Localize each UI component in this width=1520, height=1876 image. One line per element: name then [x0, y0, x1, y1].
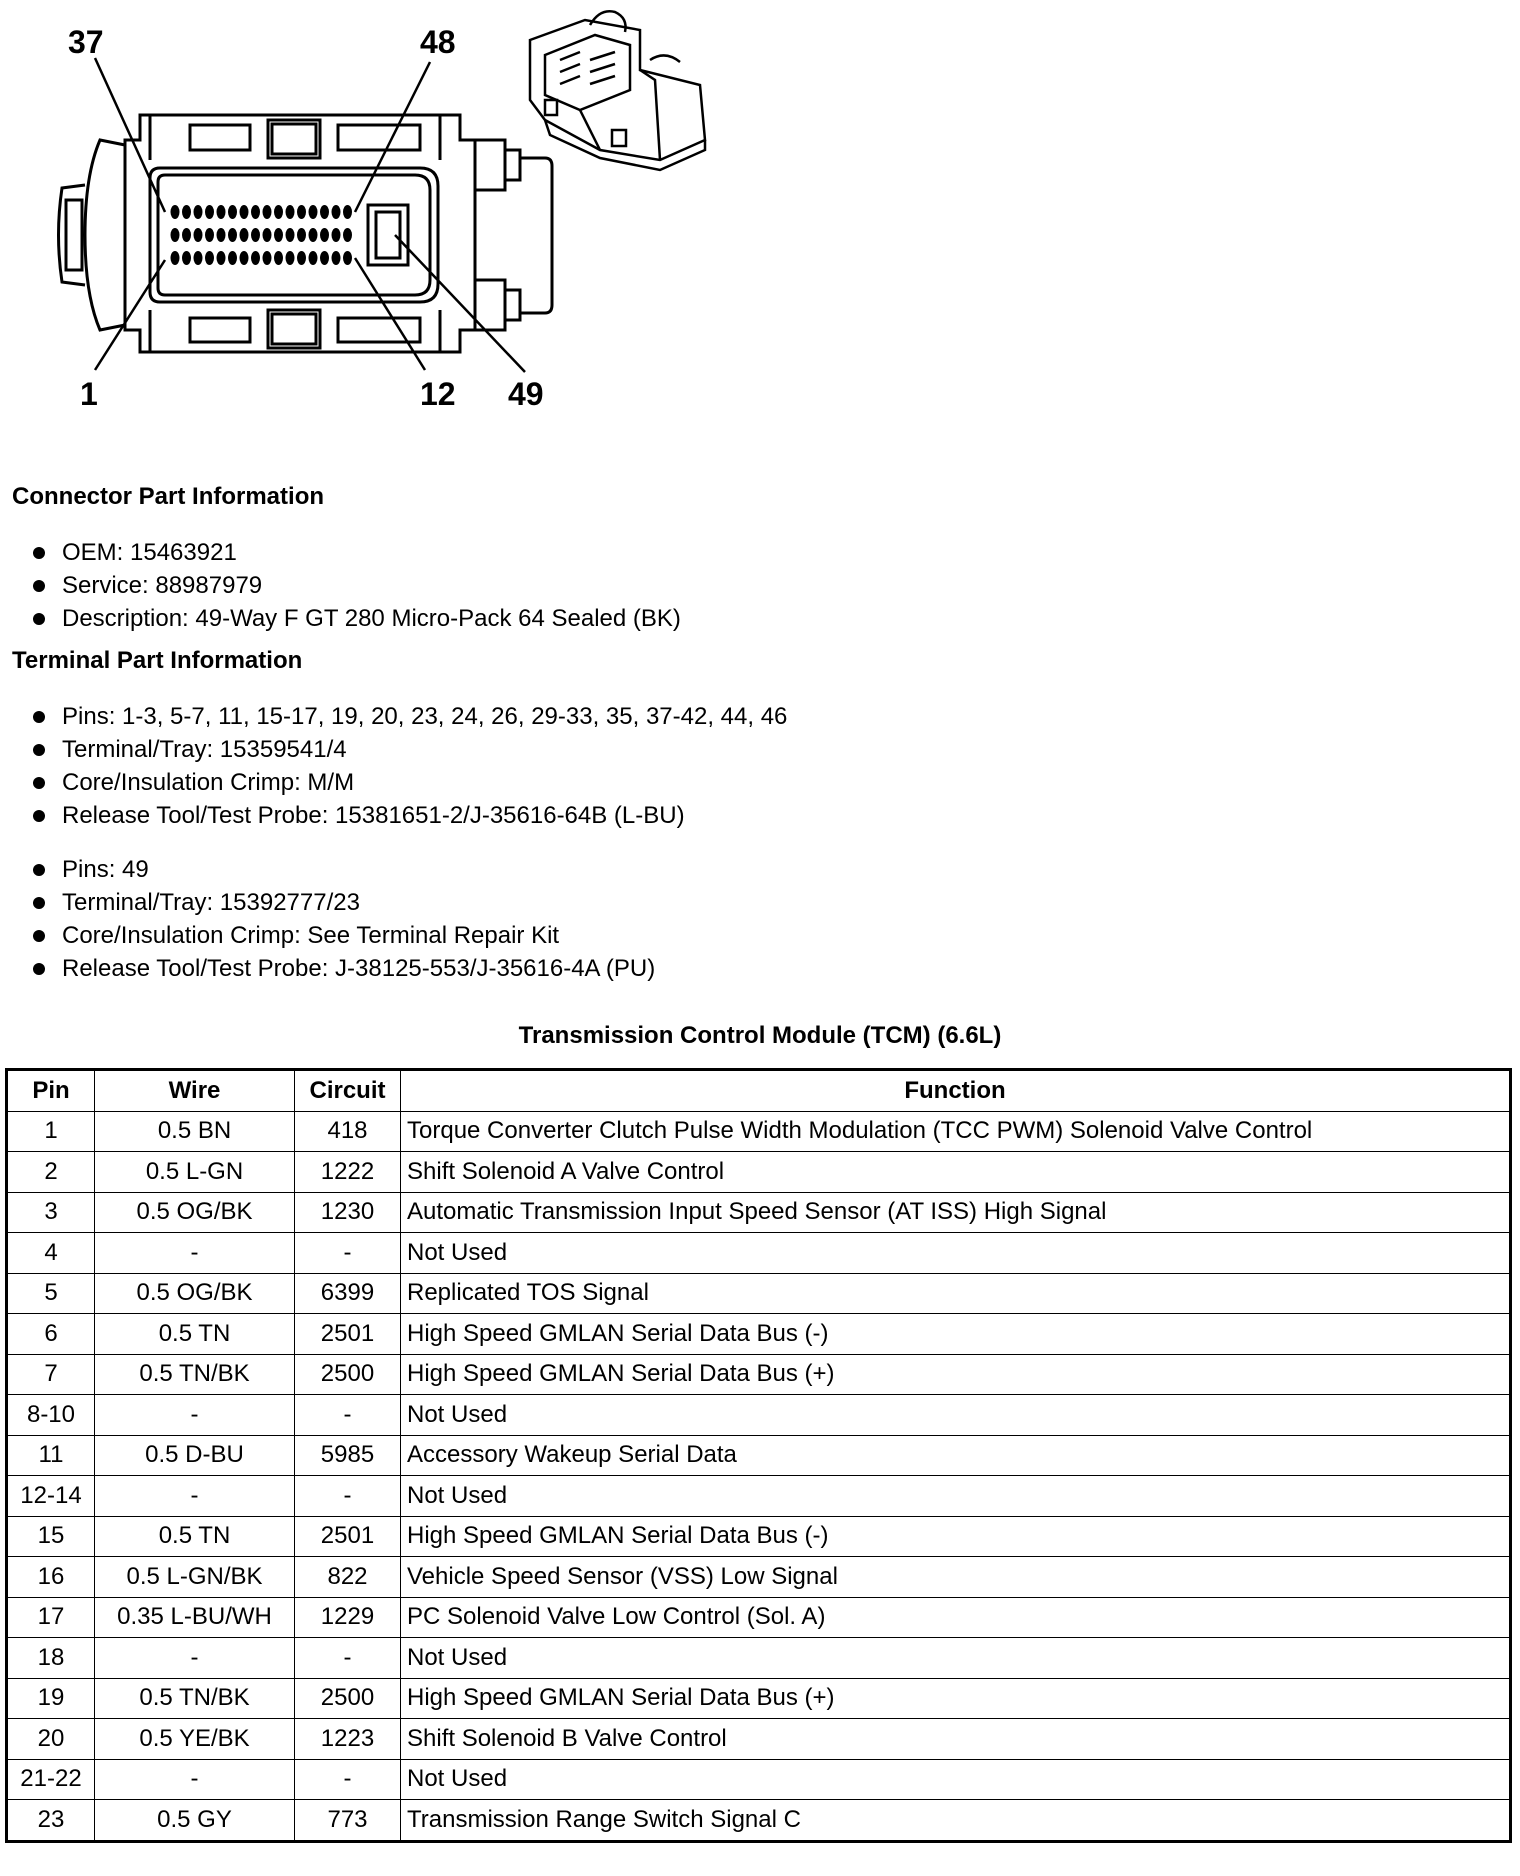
cell-function: Torque Converter Clutch Pulse Width Modulation (TCC PWM) Solenoid Valve Control — [401, 1111, 1511, 1152]
pin-cavity — [228, 205, 237, 219]
list-item: Release Tool/Test Probe: 15381651-2/J-35616-64B (L-BU) — [28, 799, 787, 832]
cell-function: Not Used — [401, 1233, 1511, 1274]
table-row — [7, 1759, 1511, 1800]
cell-circuit: 2501 — [295, 1516, 401, 1557]
cell-circuit: - — [295, 1638, 401, 1679]
cell-pin: 6 — [7, 1314, 95, 1355]
cell-wire: 0.5 TN — [95, 1516, 295, 1557]
column-header-circuit: Circuit — [295, 1070, 401, 1112]
cell-circuit: 1230 — [295, 1192, 401, 1233]
cell-wire: - — [95, 1759, 295, 1800]
list-item: Pins: 1-3, 5-7, 11, 15-17, 19, 20, 23, 24, 26, 29-33, 35, 37-42, 44, 46 — [28, 700, 787, 733]
cell-function: Shift Solenoid B Valve Control — [401, 1719, 1511, 1760]
list-item: Description: 49-Way F GT 280 Micro-Pack 64 Sealed (BK) — [28, 602, 681, 635]
pin-cavity — [182, 251, 191, 265]
cell-function: Transmission Range Switch Signal C — [401, 1800, 1511, 1842]
cell-circuit: 1223 — [295, 1719, 401, 1760]
pin-cavity — [217, 251, 226, 265]
cell-circuit: 418 — [295, 1111, 401, 1152]
list-item: Core/Insulation Crimp: M/M — [28, 766, 787, 799]
cell-function: Shift Solenoid A Valve Control — [401, 1152, 1511, 1193]
pin-cavity — [309, 228, 318, 242]
cell-circuit: - — [295, 1759, 401, 1800]
cell-function: Replicated TOS Signal — [401, 1273, 1511, 1314]
cell-pin: 4 — [7, 1233, 95, 1274]
table-row — [7, 1233, 1511, 1274]
list-item: OEM: 15463921 — [28, 536, 681, 569]
table-row — [7, 1435, 1511, 1476]
table-row — [7, 1354, 1511, 1395]
cell-circuit: 822 — [295, 1557, 401, 1598]
cell-circuit: 1229 — [295, 1597, 401, 1638]
pin-cavity — [320, 251, 329, 265]
pin-cavity — [205, 251, 214, 265]
cell-wire: 0.5 L-GN — [95, 1152, 295, 1193]
column-header-function: Function — [401, 1070, 1511, 1112]
pin-cavity — [263, 205, 272, 219]
table-body — [7, 1111, 1511, 1841]
terminal-info-list-1 — [28, 700, 787, 832]
pin-cavity — [274, 205, 283, 219]
cell-function: Automatic Transmission Input Speed Sensor (AT ISS) High Signal — [401, 1192, 1511, 1233]
column-header-wire: Wire — [95, 1070, 295, 1112]
pin-cavity — [343, 251, 352, 265]
pin-cavity — [309, 251, 318, 265]
connector-info-list — [28, 536, 681, 635]
cell-function: High Speed GMLAN Serial Data Bus (+) — [401, 1678, 1511, 1719]
cell-pin: 7 — [7, 1354, 95, 1395]
cell-circuit: - — [295, 1476, 401, 1517]
cell-pin: 8-10 — [7, 1395, 95, 1436]
connector-info-heading: Connector Part Information — [12, 483, 325, 510]
pin-cavity — [286, 251, 295, 265]
pin-cavity — [171, 251, 180, 265]
cell-function: High Speed GMLAN Serial Data Bus (-) — [401, 1314, 1511, 1355]
pin-cavity — [286, 205, 295, 219]
cell-pin: 21-22 — [7, 1759, 95, 1800]
cell-pin: 3 — [7, 1192, 95, 1233]
callout-12: 12 — [420, 376, 456, 412]
list-item: Service: 88987979 — [28, 569, 681, 602]
pin-cavity — [251, 205, 260, 219]
table-row — [7, 1516, 1511, 1557]
cell-wire: 0.35 L-BU/WH — [95, 1597, 295, 1638]
cell-wire: - — [95, 1476, 295, 1517]
table-row — [7, 1314, 1511, 1355]
pin-cavity — [320, 205, 329, 219]
pin-cavity — [297, 251, 306, 265]
table-row — [7, 1476, 1511, 1517]
cell-pin: 1 — [7, 1111, 95, 1152]
connector-diagram — [0, 0, 760, 420]
cell-pin: 20 — [7, 1719, 95, 1760]
table-row — [7, 1557, 1511, 1598]
cell-wire: - — [95, 1638, 295, 1679]
pin-cavity — [263, 228, 272, 242]
cell-wire: - — [95, 1233, 295, 1274]
cell-function: Vehicle Speed Sensor (VSS) Low Signal — [401, 1557, 1511, 1598]
cell-function: High Speed GMLAN Serial Data Bus (+) — [401, 1354, 1511, 1395]
pin-cavity — [217, 228, 226, 242]
pin-cavity — [205, 228, 214, 242]
pin-cavity — [171, 228, 180, 242]
cell-pin: 19 — [7, 1678, 95, 1719]
cell-pin: 23 — [7, 1800, 95, 1842]
list-item: Pins: 49 — [28, 853, 655, 886]
pin-cavity — [171, 205, 180, 219]
cell-wire: 0.5 BN — [95, 1111, 295, 1152]
pin-cavity — [194, 205, 203, 219]
pin-cavity — [240, 205, 249, 219]
table-header-row — [7, 1070, 1511, 1112]
callout-48: 48 — [420, 24, 456, 60]
pin-cavity — [343, 228, 352, 242]
cell-function: PC Solenoid Valve Low Control (Sol. A) — [401, 1597, 1511, 1638]
table-row — [7, 1395, 1511, 1436]
cell-circuit: - — [295, 1233, 401, 1274]
cell-pin: 15 — [7, 1516, 95, 1557]
table-row — [7, 1678, 1511, 1719]
cell-circuit: 2501 — [295, 1314, 401, 1355]
pin-cavity — [286, 228, 295, 242]
terminal-info-list-2 — [28, 853, 655, 985]
cell-function: Accessory Wakeup Serial Data — [401, 1435, 1511, 1476]
cell-circuit: 2500 — [295, 1354, 401, 1395]
pin-cavity — [263, 251, 272, 265]
cell-circuit: 773 — [295, 1800, 401, 1842]
pin-cavity — [332, 205, 341, 219]
cell-wire: 0.5 TN/BK — [95, 1354, 295, 1395]
cell-function: Not Used — [401, 1395, 1511, 1436]
callout-37: 37 — [68, 24, 104, 60]
cell-pin: 18 — [7, 1638, 95, 1679]
pin-cavity — [228, 251, 237, 265]
list-item: Terminal/Tray: 15392777/23 — [28, 886, 655, 919]
pin-cavity — [332, 228, 341, 242]
pin-cavity — [182, 205, 191, 219]
table-title: Transmission Control Module (TCM) (6.6L) — [518, 1022, 1002, 1049]
cell-circuit: - — [295, 1395, 401, 1436]
pin-cavity — [274, 251, 283, 265]
cell-function: Not Used — [401, 1638, 1511, 1679]
list-item: Release Tool/Test Probe: J-38125-553/J-35616-4A (PU) — [28, 952, 655, 985]
column-header-pin: Pin — [7, 1070, 95, 1112]
table-row — [7, 1273, 1511, 1314]
cell-wire: 0.5 D-BU — [95, 1435, 295, 1476]
pin-cavity — [297, 205, 306, 219]
table-row — [7, 1111, 1511, 1152]
cell-pin: 2 — [7, 1152, 95, 1193]
cell-wire: 0.5 OG/BK — [95, 1273, 295, 1314]
table-row — [7, 1152, 1511, 1193]
pin-cavity — [332, 251, 341, 265]
pin-cavity — [240, 228, 249, 242]
pin-grid — [171, 205, 353, 265]
terminal-info-heading: Terminal Part Information — [12, 647, 303, 674]
table-row — [7, 1638, 1511, 1679]
pin-cavity — [205, 205, 214, 219]
pin-cavity — [320, 228, 329, 242]
cell-function: Not Used — [401, 1476, 1511, 1517]
pin-cavity — [240, 251, 249, 265]
pin-cavity — [251, 251, 260, 265]
cell-function: High Speed GMLAN Serial Data Bus (-) — [401, 1516, 1511, 1557]
cell-wire: - — [95, 1395, 295, 1436]
cell-pin: 16 — [7, 1557, 95, 1598]
connector-3d-view — [530, 11, 705, 170]
cell-circuit: 2500 — [295, 1678, 401, 1719]
pinout-table — [5, 1068, 1512, 1843]
pin-cavity — [309, 205, 318, 219]
list-item: Terminal/Tray: 15359541/4 — [28, 733, 787, 766]
cell-pin: 11 — [7, 1435, 95, 1476]
pin-cavity — [251, 228, 260, 242]
table-row — [7, 1192, 1511, 1233]
pin-cavity — [194, 228, 203, 242]
cell-function: Not Used — [401, 1759, 1511, 1800]
cell-pin: 12-14 — [7, 1476, 95, 1517]
pin-cavity — [182, 228, 191, 242]
cell-wire: 0.5 TN — [95, 1314, 295, 1355]
table-row — [7, 1597, 1511, 1638]
callout-1: 1 — [80, 376, 98, 412]
pin-cavity — [274, 228, 283, 242]
pin-cavity — [297, 228, 306, 242]
cell-circuit: 6399 — [295, 1273, 401, 1314]
pin-cavity — [217, 205, 226, 219]
cell-pin: 17 — [7, 1597, 95, 1638]
cell-wire: 0.5 TN/BK — [95, 1678, 295, 1719]
pin-cavity — [228, 228, 237, 242]
cell-wire: 0.5 OG/BK — [95, 1192, 295, 1233]
table-row — [7, 1800, 1511, 1842]
list-item: Core/Insulation Crimp: See Terminal Repair Kit — [28, 919, 655, 952]
cell-pin: 5 — [7, 1273, 95, 1314]
cell-wire: 0.5 YE/BK — [95, 1719, 295, 1760]
cell-circuit: 5985 — [295, 1435, 401, 1476]
cell-wire: 0.5 L-GN/BK — [95, 1557, 295, 1598]
cell-circuit: 1222 — [295, 1152, 401, 1193]
callout-49: 49 — [508, 376, 544, 412]
pin-cavity — [194, 251, 203, 265]
cell-wire: 0.5 GY — [95, 1800, 295, 1842]
pin-cavity — [343, 205, 352, 219]
table-row — [7, 1719, 1511, 1760]
